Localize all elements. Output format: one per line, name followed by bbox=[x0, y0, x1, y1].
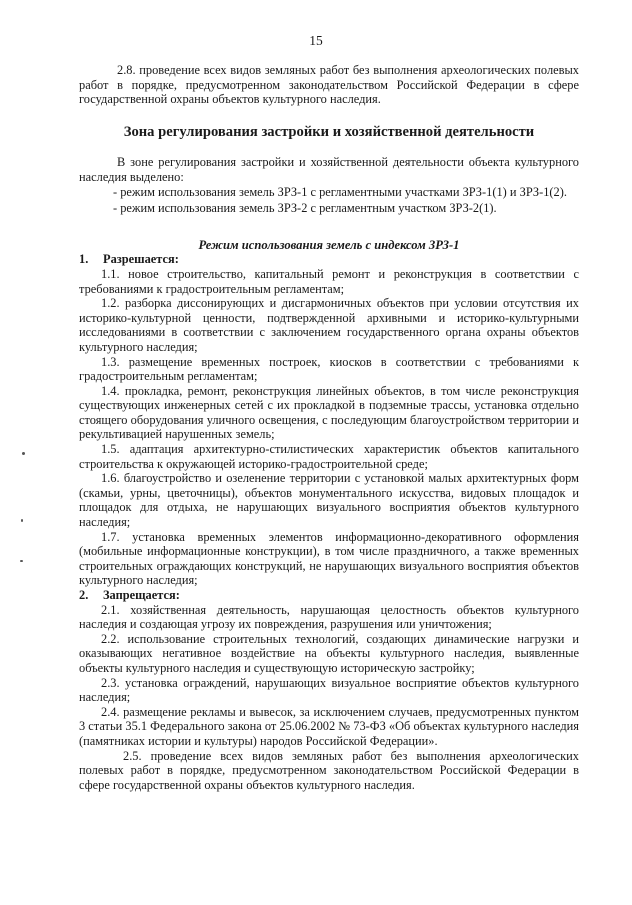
zone-mode-2: - режим использования земель ЗРЗ-2 с регламентным участком ЗРЗ-2(1). bbox=[113, 201, 497, 216]
scan-speck bbox=[20, 560, 23, 562]
forbidden-item-2-3: 2.3. установка ограждений, нарушающих визуальное восприятие объектов культурного наследия; bbox=[79, 675, 579, 705]
allowed-item-1-6: 1.6. благоустройство и озеленение территории с установкой малых архитектурных форм (скамьи, урны, цветочницы), объектов монументального искусства, видовых площадок и площадок для отдыха, не нарушающих визуального восприятия объектов культурного наследия; bbox=[79, 471, 579, 530]
page-number: 15 bbox=[309, 33, 323, 48]
forbidden-heading bbox=[79, 588, 579, 603]
forbidden-number: 2. bbox=[79, 588, 89, 602]
allowed-title: Разрешается: bbox=[103, 252, 179, 267]
zone-intro: В зоне регулирования застройки и хозяйственной деятельности объекта культурного наследия выделено: bbox=[79, 155, 579, 184]
allowed-item-1-1: 1.1. новое строительство, капитальный ремонт и реконструкция в соответствии с требованиями к градостроительным регламентам; bbox=[79, 266, 579, 296]
intro-item-2-8: 2.8. проведение всех видов земляных работ без выполнения археологических полевых работ в порядке, предусмотренном законодательством Российской Федерации в сфере государственной охраны объектов культурного наследия. bbox=[79, 63, 579, 107]
allowed-item-1-7: 1.7. установка временных элементов информационно-декоративного оформления (мобильные информационные конструкции), в том числе праздничного, а также временных строительных ограждающих конструкций, не нарушающих визуального восприятия объектов культурного наследия; bbox=[79, 529, 579, 588]
scan-speck bbox=[21, 519, 23, 522]
forbidden-item-2-1: 2.1. хозяйственная деятельность, нарушающая целостность объектов культурного наследия и создающая угрозу их повреждения, разрушения или уничтожения; bbox=[79, 602, 579, 632]
allowed-number: 1. bbox=[79, 252, 89, 267]
allowed-item-1-2: 1.2. разборка диссонирующих и дисгармоничных объектов при условии отсутствия их историко-культурной ценности, подтвержденной архивными и историко-культурными исследованиями в соответствии с заключением государственного органа охраны объектов культурного наследия; bbox=[79, 296, 579, 354]
mode-title: Режим использования земель с индексом ЗРЗ-1 bbox=[198, 237, 460, 252]
zone-mode-1: - режим использования земель ЗРЗ-1 с регламентными участками ЗРЗ-1(1) и ЗРЗ-1(2). bbox=[113, 184, 567, 199]
forbidden-item-2-5: 2.5. проведение всех видов земляных работ без выполнения археологических полевых работ в порядке, предусмотренном законодательством Российской Федерации в сфере государственной охраны объектов культурного наследия. bbox=[79, 748, 579, 792]
forbidden-title: Запрещается: bbox=[103, 588, 180, 602]
allowed-item-1-3: 1.3. размещение временных построек, киосков в соответствии с требованиями к градостроительным регламентам; bbox=[79, 354, 579, 384]
forbidden-item-2-2: 2.2. использование строительных технологий, создающих динамические нагрузки и оказывающих негативное воздействие на объекты культурного наследия, выявленные объекты культурного наследия и существующую историческую застройку; bbox=[79, 631, 579, 675]
forbidden-item-2-4: 2.4. размещение рекламы и вывесок, за исключением случаев, предусмотренных пунктом 3 статьи 35.1 Федерального закона от 25.06.2002 № 73-ФЗ «Об объектах культурного наследия (памятниках истории и культуры) народов Российской Федерации». bbox=[79, 704, 579, 748]
document-body bbox=[79, 63, 579, 792]
scan-speck bbox=[22, 452, 25, 455]
zone-title: Зона регулирования застройки и хозяйственной деятельности bbox=[123, 123, 535, 140]
allowed-item-1-4: 1.4. прокладка, ремонт, реконструкция линейных объектов, в том числе реконструкция существующих инженерных сетей с их прокладкой в подземные трассы, установка отдельно стоящего оборудования уличного освещения, с последующим благоустройством территории и рекультивацией нарушенных земель; bbox=[79, 383, 579, 442]
allowed-item-1-5: 1.5. адаптация архитектурно-стилистических характеристик объектов капитального строительства к окружающей историко-градостроительной среде; bbox=[79, 442, 579, 471]
allowed-heading bbox=[79, 252, 579, 267]
